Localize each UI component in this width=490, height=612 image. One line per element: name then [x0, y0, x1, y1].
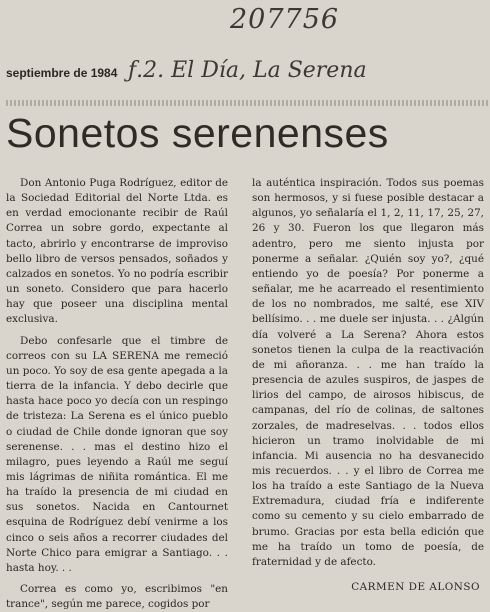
handwritten-archive-number: 207756: [230, 4, 340, 35]
paragraph: Debo confesarle que el timbre de correos con su LA SERENA me remeció un poco. Yo soy de esa gente apegada a la tierra de la infancia. Y debo decirle que hasta hace poco yo decía con un respingo de tristeza: La Serena es el único pueblo o ciudad de Chile donde ignoran que soy serenense. . . mas el destino hizo el milagro, pues leyendo a Raúl me seguí mis lágrimas de niñita romántica. El me ha traído la presencia de mi ciudad en sus sonetos. Nacida en Cantournet esquina de Rodríguez debí venirme a los cinco o seis años a recorrer ciudades del Norte Chico para emigrar a Santiago. . . hasta hoy. . .: [6, 334, 228, 574]
dateline: septiembre de 1984: [6, 66, 118, 80]
article-headline: Sonetos serenenses: [6, 110, 389, 156]
handwritten-source-note: ƒ.2. El Día, La Serena: [128, 58, 367, 83]
article-column-left: [6, 176, 228, 612]
header-rule: [6, 100, 490, 106]
article-column-right: [252, 176, 484, 570]
paragraph: Correa es como yo, escribimos "en trance", según me parece, cogidos por: [6, 583, 228, 611]
author-signature: CARMEN DE ALONSO: [351, 581, 480, 593]
paragraph: la auténtica inspiración. Todos sus poemas son hermosos, y si fuese posible destacar a algunos, yo señalaría el 1, 2, 11, 17, 25, 27, 26 y 30. Fueron los que llegaron más adentro, pero me siento injusta por ponerme a señalar. ¿Quién soy yo?, ¿qué entiendo yo de poesía? Por ponerme a señalar, me he acarreado el resentimiento de los no nombrados, me salté, ese XIV bellísimo. . . me duele ser injusta. . . ¿Algún día volveré a La Serena? Ahora estos sonetos tienen la culpa de la reactivación de mi añoranza. . . me han traído la presencia de azules suspiros, de jaspes de lirios del campo, de airosos hibiscus, de campanas, del río de colinas, de saltones zorzales, de madreselvas. . . todos ellos hicieron un tramo inolvidable de mi infancia. Mi ausencia no ha desvanecido mis recuerdos. . . y el libro de Correa me los ha traído a este Santiago de la Nueva Extremadura, ciudad fría e indiferente como su cemento y su cielo embarrado de brumo. Gracias por esta bella edición que me ha traído un tomo de poesía, de fraternidad y de afecto.: [252, 177, 484, 568]
paragraph: Don Antonio Puga Rodríguez, editor de la Sociedad Editorial del Norte Ltda. es en verdad emocionante recibir de Raúl Correa un sobre gordo, expectante al tacto, abrirlo y encontrarse de improviso bello libro de versos pensados, soñados y calzados en sonetos. Yo no podría escribir un soneto. Considero que para hacerlo hay que poseer una disciplina mental exclusiva.: [6, 177, 228, 326]
